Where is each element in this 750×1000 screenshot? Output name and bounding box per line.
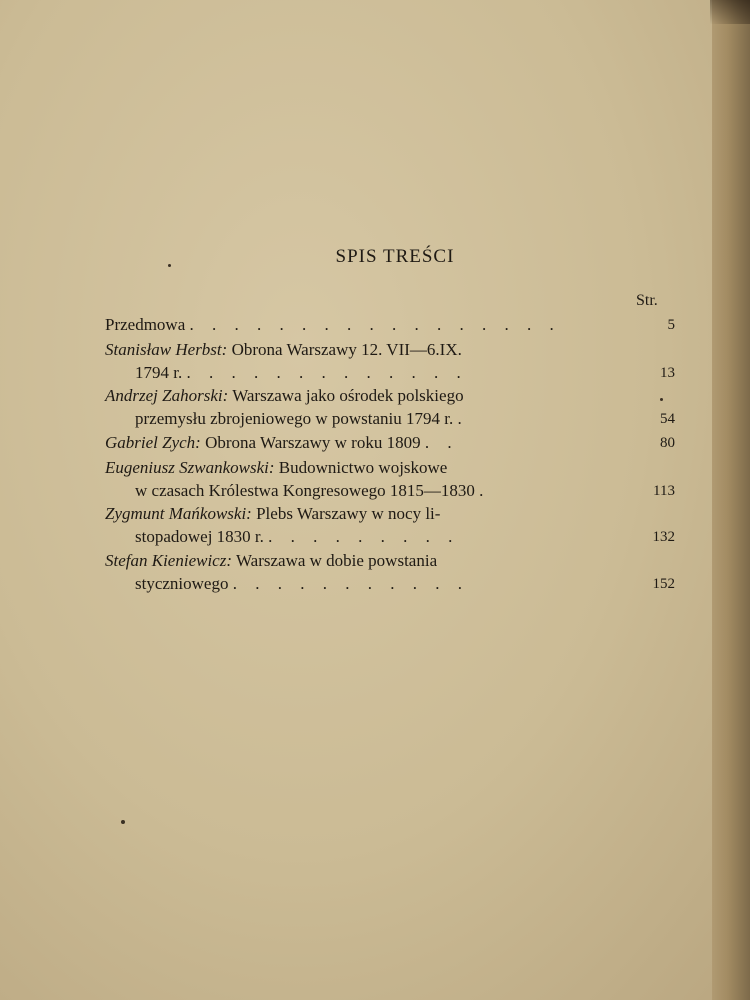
entry-author: Gabriel Zych: <box>105 433 201 452</box>
toc-entry-line <box>105 549 675 572</box>
page-number: 152 <box>652 576 675 592</box>
toc-entry-line <box>105 572 675 595</box>
page-number: 113 <box>653 483 675 499</box>
toc-entry-line <box>105 407 675 430</box>
toc-entry-line <box>105 313 675 336</box>
toc-entry-line <box>105 361 675 384</box>
leader-dots: . . . . . . . . . <box>268 527 460 546</box>
toc-entry-herbst <box>105 338 675 384</box>
entry-author: Andrzej Zahorski: <box>105 386 229 405</box>
page-number: 80 <box>660 435 675 451</box>
entry-title-cont: w czasach Królestwa Kongresowego 1815—1830 <box>135 481 475 500</box>
entry-author: Stanisław Herbst: <box>105 340 228 359</box>
toc-entry-kieniewicz <box>105 549 675 595</box>
entry-author: Eugeniusz Szwankowski: <box>105 458 275 477</box>
leader-dots: . <box>479 481 491 500</box>
toc-entry-przedmowa <box>105 313 675 336</box>
page-number: 5 <box>667 317 675 333</box>
entry-title: Przedmowa <box>105 315 186 334</box>
corner-shadow <box>710 0 750 24</box>
leader-dots: . <box>457 409 469 428</box>
leader-dots: . . . . . . . . . . . . . <box>186 363 468 382</box>
toc-entry-line <box>105 525 675 548</box>
entry-title-cont: styczniowego <box>135 574 229 593</box>
toc-entry-line <box>105 431 675 454</box>
entry-title: Warszawa w dobie powstania <box>235 551 438 570</box>
entry-author: Zygmunt Mańkowski: <box>105 504 252 523</box>
leader-dots: . . . . . . . . . . . . . . . . . <box>189 315 561 334</box>
paper-speck <box>168 264 171 267</box>
toc-entry-line <box>105 384 675 407</box>
entry-author: Stefan Kieniewicz: <box>105 551 233 570</box>
entry-title: Budownictwo wojskowe <box>278 458 448 477</box>
paper-speck <box>121 820 125 824</box>
paper-speck <box>660 398 663 401</box>
entry-title: Warszawa jako ośrodek polskiego <box>232 386 464 405</box>
leader-dots: . . . . . . . . . . . <box>232 574 469 593</box>
page-number: 54 <box>660 411 675 427</box>
toc-entry-line <box>105 456 675 479</box>
entry-title: Obrona Warszawy w roku 1809 <box>205 433 421 452</box>
entry-title: Plebs Warszawy w nocy li- <box>256 504 441 523</box>
toc-entry-zahorski <box>105 384 675 430</box>
page-number: 132 <box>652 529 675 545</box>
toc-entry-szwankowski <box>105 456 675 502</box>
leader-dots: . . <box>424 433 459 452</box>
entry-title: Obrona Warszawy 12. VII—6.IX. <box>231 340 462 359</box>
page-column-header: Str. <box>636 292 658 309</box>
entry-title-cont: stopadowej 1830 r. <box>135 527 264 546</box>
toc-entry-line <box>105 338 675 361</box>
page-number: 13 <box>660 365 675 381</box>
page-title: SPIS TREŚCI <box>335 246 455 267</box>
entry-title-cont: przemysłu zbrojeniowego w powstaniu 1794 r. <box>135 409 454 428</box>
toc-entry-line <box>105 479 675 502</box>
toc-entry-mankowski <box>105 502 675 548</box>
toc-entry-line <box>105 502 675 525</box>
toc-entry-zych <box>105 431 675 454</box>
entry-title-cont: 1794 r. <box>135 363 183 382</box>
book-page-edge <box>712 0 750 1000</box>
